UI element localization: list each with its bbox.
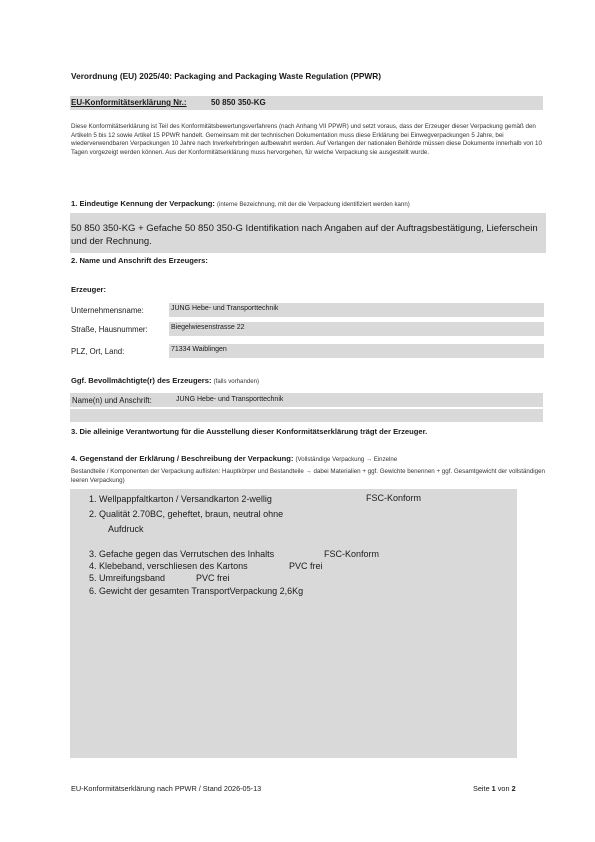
description-item-3: 3. Gefache gegen das Verrutschen des Inhalts xyxy=(89,549,275,559)
description-item-4: 4. Klebeband, verschliesen des Kartons xyxy=(89,561,248,571)
company-value: JUNG Hebe- und Transporttechnik xyxy=(171,305,279,312)
street-label: Straße, Hausnummer: xyxy=(71,325,148,334)
description-item-1-tag: FSC-Konform xyxy=(366,493,422,503)
description-item-3-tag: FSC-Konform xyxy=(324,549,380,559)
producer-subheading: Erzeuger: xyxy=(71,285,107,294)
representative-field-extra xyxy=(70,409,543,422)
representative-title: Ggf. Bevollmächtigte(r) des Erzeugers: xyxy=(71,376,212,385)
page-number xyxy=(473,784,516,793)
intro-paragraph: Diese Konformitätserklärung ist Teil des Konformitätsbewertungsverfahrens (nach Anhang VII PPWR) und setzt voraus, dass der Erzeuger dieser Verpackung gemäß den Artikeln 5 bis 12 sowie Artikel 15 PPWR handelt. Gemeinsam mit der technischen Dokumentation muss diese Erklärung bei Einwegverpackungen 5 Jahre, bei wiederverwendbaren Verpackungen 10 Jahre nach Inverkehrbringen aufbewahrt werden. Auf Verlangen der nationalen Behörde müssen diese Dokumente innerhalb von 10 Tagen vorgezeigt werden können. Aus der Konformitätserklärung muss hervorgehen, für welche Verpackung sie ausgestellt wurde. xyxy=(71,123,542,156)
packaging-id-value: 50 850 350-KG + Gefache 50 850 350-G Identifikation nach Angaben auf der Auftragsbestätigung, Lieferschein und der Rechnung. xyxy=(71,223,538,247)
page-current: 1 xyxy=(491,784,496,793)
description-item-1: 1. Wellpappfaltkarton / Versandkarton 2-wellig xyxy=(89,494,272,504)
description-item-5-tag: PVC frei xyxy=(196,573,230,583)
footer-left: EU-Konformitätserklärung nach PPWR / Stand 2026-05-13 xyxy=(71,784,262,793)
description-item-4-tag: PVC frei xyxy=(289,561,323,571)
city-label: PLZ, Ort, Land: xyxy=(71,347,125,356)
description-item-5: 5. Umreifungsband xyxy=(89,573,166,583)
description-item-6: 6. Gewicht der gesamten TransportVerpackung 2,6Kg xyxy=(89,586,304,596)
street-value: Biegelwiesenstrasse 22 xyxy=(171,324,245,331)
company-field xyxy=(169,303,544,317)
city-field xyxy=(169,344,544,358)
page-total: 2 xyxy=(511,784,516,793)
declaration-number: 50 850 350-KG xyxy=(211,98,266,107)
representative-value: JUNG Hebe- und Transporttechnik xyxy=(176,396,284,403)
declaration-label: EU-Konformitätserklärung Nr.: xyxy=(71,98,187,107)
street-field xyxy=(169,322,544,336)
section1-note: (interne Bezeichnung, mit der die Verpackung identifiziert werden kann) xyxy=(217,201,410,208)
city-value: 71334 Waiblingen xyxy=(171,346,227,353)
representative-heading xyxy=(71,376,259,385)
page-mid: von xyxy=(497,784,510,793)
section2-heading: 2. Name und Anschrift des Erzeugers: xyxy=(71,256,208,265)
representative-note: (falls vorhanden) xyxy=(213,378,260,385)
section1-title: 1. Eindeutige Kennung der Verpackung: xyxy=(71,199,215,208)
section4-title: 4. Gegenstand der Erklärung / Beschreibung der Verpackung: xyxy=(71,454,294,463)
regulation-title: Verordnung (EU) 2025/40: Packaging and Packaging Waste Regulation (PPWR) xyxy=(71,71,381,81)
description-item-2: 2. Qualität 2.70BC, geheftet, braun, neutral ohne xyxy=(89,509,284,519)
section4-heading xyxy=(71,454,397,463)
company-label: Unternehmensname: xyxy=(71,306,144,315)
section1-heading xyxy=(71,199,410,208)
page-prefix: Seite xyxy=(473,784,490,793)
description-item-2-cont: Aufdruck xyxy=(108,524,144,534)
declaration-bar xyxy=(70,96,543,110)
section4-note-inline: (Vollständige Verpackung → Einzelne xyxy=(295,456,398,463)
representative-label: Name(n) und Anschrift: xyxy=(72,396,152,405)
section4-note: Bestandteile / Komponenten der Verpackung auflisten: Hauptkörper und Bestandteile → dabei Materialien + ggf. Gewichte benennen + ggf. Gesamtgewicht der vollständigen leeren Verpackung) xyxy=(71,468,545,484)
section3-heading: 3. Die alleinige Verantwortung für die Ausstellung dieser Konformitätserklärung trägt der Erzeuger. xyxy=(71,427,428,436)
